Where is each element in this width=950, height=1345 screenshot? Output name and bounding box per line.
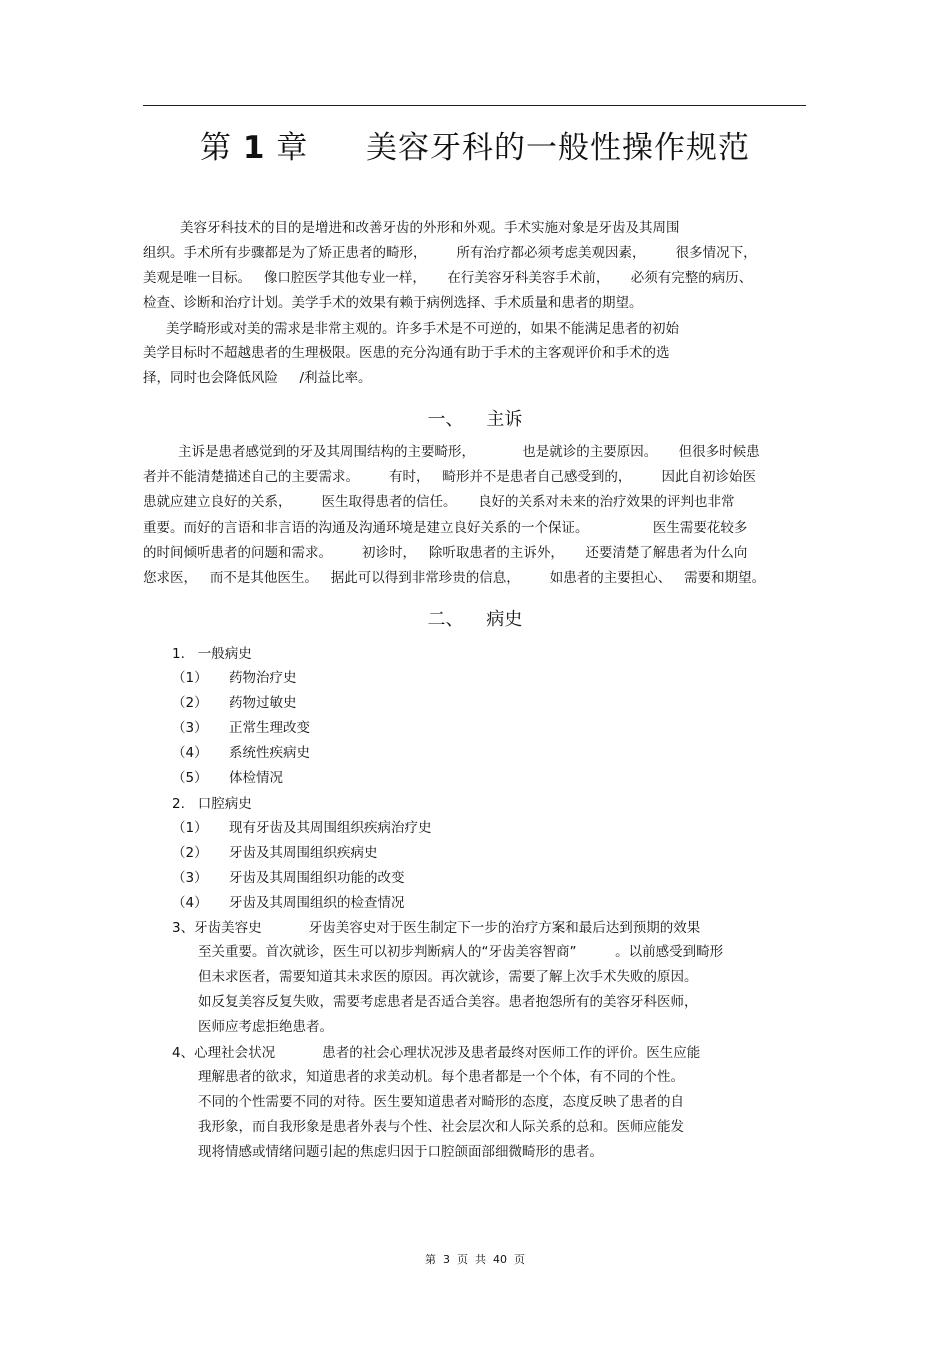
list-item: （4） 系统性疾病史	[172, 745, 311, 761]
psychosocial-line: 不同的个性需要不同的对待。医生要知道患者对畸形的态度，态度反映了患者的自	[198, 1094, 684, 1110]
chapter-title-text: 美容牙科的一般性操作规范	[366, 130, 750, 166]
paragraph-line: 主诉是患者感觉到的牙及其周围结构的主要畸形， 也是就诊的主要原因。 但很多时候患	[178, 444, 760, 460]
list-item: （2） 牙齿及其周围组织疾病史	[172, 845, 378, 861]
chapter-suffix: 章	[276, 130, 309, 166]
intro-line: 美学畸形或对美的需求是非常主观的。许多手术是不可逆的，如果不能满足患者的初始	[166, 321, 679, 337]
list-item: （1） 药物治疗史	[172, 670, 297, 686]
list-item: （3） 正常生理改变	[172, 720, 311, 736]
paragraph-line: 者并不能清楚描述自己的主要需求。 有时， 畸形并不是患者自己感受到的， 因此自初诊始医	[143, 469, 756, 485]
intro-line: 美观是唯一目标。 像口腔医学其他专业一样， 在行美容牙科美容手术前， 必须有完整的病历、	[143, 270, 753, 286]
chapter-prefix: 第	[199, 130, 232, 166]
list-item: （1） 现有牙齿及其周围组织疾病治疗史	[172, 820, 432, 836]
chapter-title	[0, 122, 950, 167]
list-heading-oral: 2. 口腔病史	[172, 796, 252, 812]
intro-line: 检查、诊断和治疗计划。美学手术的效果有赖于病例选择、手术质量和患者的期望。	[143, 295, 643, 311]
intro-line: 组织。手术所有步骤都是为了矫正患者的畸形， 所有治疗都必须考虑美观因素， 很多情况下，	[143, 245, 757, 261]
aesthetic-history-line: 但未求医者，需要知道其未求医的原因。再次就诊，需要了解上次手术失败的原因。	[198, 969, 698, 985]
header-rule	[143, 105, 806, 106]
paragraph-line: 的时间倾听患者的问题和需求。 初诊时， 除听取患者的主诉外， 还要清楚了解患者为什么向	[143, 545, 748, 561]
list-item: （3） 牙齿及其周围组织功能的改变	[172, 870, 405, 886]
chapter-number: 1	[242, 130, 266, 166]
aesthetic-history-line: 至关重要。首次就诊，医生可以初步判断病人的“牙齿美容智商” 。以前感受到畸形	[198, 944, 724, 960]
aesthetic-history-line: 医师应考虑拒绝患者。	[198, 1019, 333, 1035]
intro-line: 美学目标时不超越患者的生理极限。医患的充分沟通有助于手术的主客观评价和手术的选	[143, 345, 670, 361]
section-heading-history: 二、 病史	[427, 609, 523, 630]
psychosocial-line: 现将情感或情绪问题引起的焦虑归因于口腔颌面部细微畸形的患者。	[198, 1144, 603, 1160]
psychosocial-line: 4、心理社会状况 患者的社会心理状况涉及患者最终对医师工作的评价。医生应能	[172, 1045, 701, 1061]
list-item: （4） 牙齿及其周围组织的检查情况	[172, 895, 405, 911]
list-heading-general: 1. 一般病史	[172, 646, 252, 662]
page-footer: 第 3 页 共 40 页	[425, 1253, 525, 1266]
psychosocial-line: 理解患者的欲求，知道患者的求美动机。每个患者都是一个个体，有不同的个性。	[198, 1069, 684, 1085]
aesthetic-history-line: 如反复美容反复失败，需要考虑患者是否适合美容。患者抱怨所有的美容牙科医师，	[198, 994, 698, 1010]
intro-line: 美容牙科技术的目的是增进和改善牙齿的外形和外观。手术实施对象是牙齿及其周围	[180, 220, 680, 236]
list-item: （5） 体检情况	[172, 770, 284, 786]
section-heading-chief-complaint: 一、 主诉	[427, 409, 523, 430]
aesthetic-history-line: 3、牙齿美容史 牙齿美容史对于医生制定下一步的治疗方案和最后达到预期的效果	[172, 920, 701, 936]
paragraph-line: 您求医， 而不是其他医生。 据此可以得到非常珍贵的信息， 如患者的主要担心、 需要和期望。	[143, 570, 766, 586]
list-item: （2） 药物过敏史	[172, 695, 297, 711]
psychosocial-line: 我形象，而自我形象是患者外表与个性、社会层次和人际关系的总和。医师应能发	[198, 1119, 684, 1135]
intro-line: 择，同时也会降低风险 /利益比率。	[143, 370, 372, 386]
paragraph-line: 患就应建立良好的关系， 医生取得患者的信任。 良好的关系对未来的治疗效果的评判也非常	[143, 494, 735, 510]
paragraph-line: 重要。而好的言语和非言语的沟通及沟通环境是建立良好关系的一个保证。 医生需要花较多	[143, 520, 748, 536]
